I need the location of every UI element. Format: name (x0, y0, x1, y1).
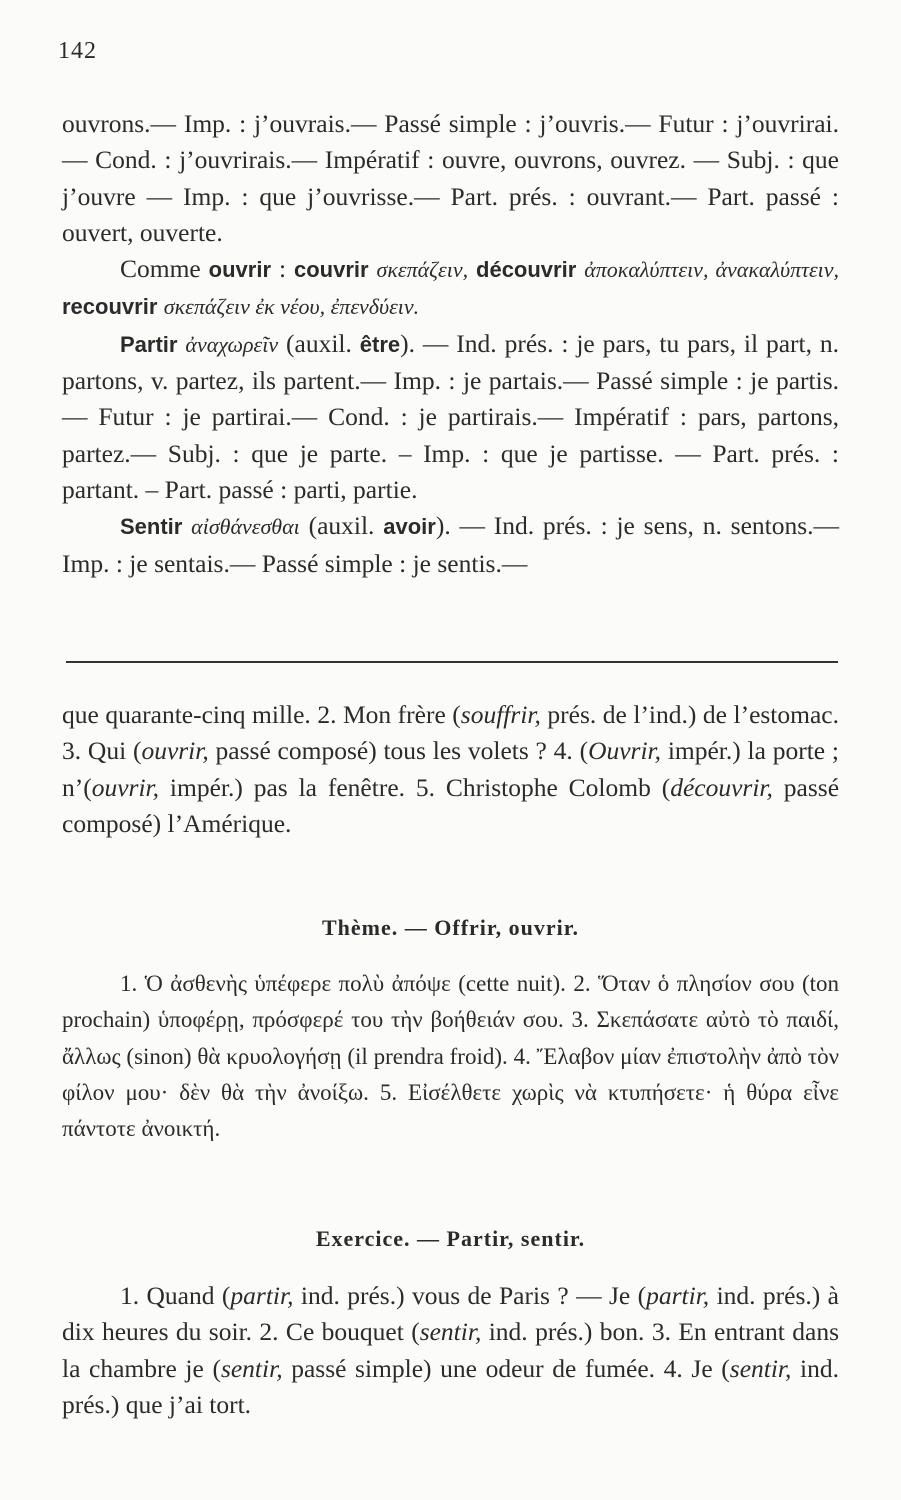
exercise-continuation-text (62, 697, 839, 842)
verb-cue: partir, (230, 1281, 294, 1310)
ouvrir-conjugation: ouvrons.— Imp. : j’ouvrais.— Passé simple : j’ouvris.— Futur : j’ouvrirai.— Cond. : j’ouvrirais.— Impératif : ouvre, ouvrons, ouvrez. — Subj. : que j’ouvre — Imp. : que j’ouvrisse.— Part. prés. : ouvrant.— Part. passé : ouvert, ouverte. (62, 109, 839, 247)
verb-cue: partir, (646, 1281, 710, 1310)
conjugation-section (62, 106, 839, 582)
sentir-aux-open: (auxil. (308, 511, 375, 541)
text-segment: passé simple) une odeur de fumée. 4. Je ( (282, 1353, 730, 1383)
aux-avoir: avoir (383, 514, 436, 540)
greek-sentir: αἰσθάνεσθαι (191, 514, 300, 540)
verb-partir: Partir (120, 331, 178, 357)
exercice-text (62, 1278, 839, 1423)
exercise-continuation (62, 697, 839, 842)
text-segment: impér.) pas la fenêtre. 5. Christophe Colomb ( (159, 772, 671, 802)
text-segment: que quarante-cinq mille. 2. Mon frère ( (62, 700, 461, 729)
text-segment: ind. prés.) que j’ai tort. (62, 1353, 839, 1419)
text-segment: impér.) la porte ; n’( (62, 736, 839, 802)
partir-forms: ). — Ind. prés. : je pars, tu pars, il part, n. partons, v. partez, ils partent.— Imp. : je partais.— Passé simple : je partis.— Futur : je partirai.— Cond. : je partirais.— Impératif : pars, partons, partez.— Subj. : que je parte. – Imp. : que je partisse. — Part. prés. : partant. – Part. passé : parti, partie. (62, 328, 840, 504)
comme-ouvrir-paragraph (62, 251, 839, 326)
exercice-section (62, 1278, 839, 1423)
text-segment: prés. de l’ind.) de l’estomac. 3. Qui ( (62, 700, 839, 766)
verb-cue: découvrir, (670, 772, 773, 802)
sentir-paragraph (62, 508, 839, 582)
text-segment: 1. Quand ( (120, 1281, 231, 1310)
theme-heading: Thème. — Offrir, ouvrir. (321, 915, 579, 940)
partir-aux-open: (auxil. (286, 328, 352, 358)
exercice-heading: Exercice. — Partir, sentir. (315, 1226, 586, 1251)
theme-section (62, 966, 839, 1147)
text-segment: passé composé) tous les volets ? 4. ( (208, 736, 589, 766)
verb-cue: ouvrir, (91, 772, 160, 802)
greek-recouvrir: σκεπάζειν ἐκ νέου, ἐπενδύειν. (163, 294, 420, 320)
text-segment: ind. prés.) vous de Paris ? — Je ( (293, 1281, 647, 1310)
verb-cue: souffrir, (460, 700, 541, 729)
greek-decouvrir: ἀποκαλύπτειν, ἀνακαλύπτειν, (584, 257, 840, 283)
comme-colon: : (278, 254, 287, 284)
text-segment: ind. prés.) à dix heures du soir. 2. Ce bouquet ( (62, 1281, 839, 1347)
verb-sentir: Sentir (120, 514, 183, 540)
partir-paragraph (62, 326, 839, 508)
section-divider (66, 661, 838, 663)
page-number: 142 (58, 38, 97, 64)
verb-recouvrir: recouvrir (62, 294, 158, 320)
verb-decouvrir: découvrir (476, 257, 577, 283)
verb-cue: Ouvrir, (588, 736, 662, 766)
verb-cue: sentir, (419, 1317, 482, 1347)
verb-ouvrir: ouvrir (208, 257, 272, 283)
greek-couvrir: σκεπάζειν, (376, 257, 469, 283)
aux-etre: être (359, 331, 401, 357)
verb-couvrir: couvrir (293, 257, 369, 283)
verb-cue: sentir, (220, 1353, 283, 1383)
text-segment: ind. prés.) bon. 3. En entrant dans la chambre je ( (62, 1317, 839, 1383)
theme-text: 1. Ὁ ἀσθενὴς ὑπέφερε πολὺ ἀπόψε (cette nuit). 2. Ὅταν ὁ πλησίον σου (ton prochain) ὑποφέρῃ, πρόσφερέ του τὴν βοήθειάν σου. 3. Σκεπάσατε αὐτὸ τὸ παιδί, ἄλλως (sinon) θὰ κρυολογήσῃ (il prendra froid). 4. Ἔλαβον μίαν ἐπιστολὴν ἀπὸ τὸν φίλον μου· δὲν θὰ τὴν ἀνοίξω. 5. Εἰσέλθετε χωρὶς νὰ κτυπήσετε· ἡ θύρα εἶνε πάντοτε ἀνοικτή. (62, 971, 839, 1142)
verb-cue: ouvrir, (141, 736, 209, 766)
verb-cue: sentir, (729, 1353, 792, 1383)
greek-partir: ἀναχωρεῖν (185, 331, 279, 357)
comme-lead: Comme (120, 254, 201, 284)
sentir-forms: ). — Ind. prés. : je sens, n. sentons.— Imp. : je sentais.— Passé simple : je sentis.— (62, 511, 840, 578)
text-segment: passé composé) l’Amérique. (62, 772, 840, 838)
